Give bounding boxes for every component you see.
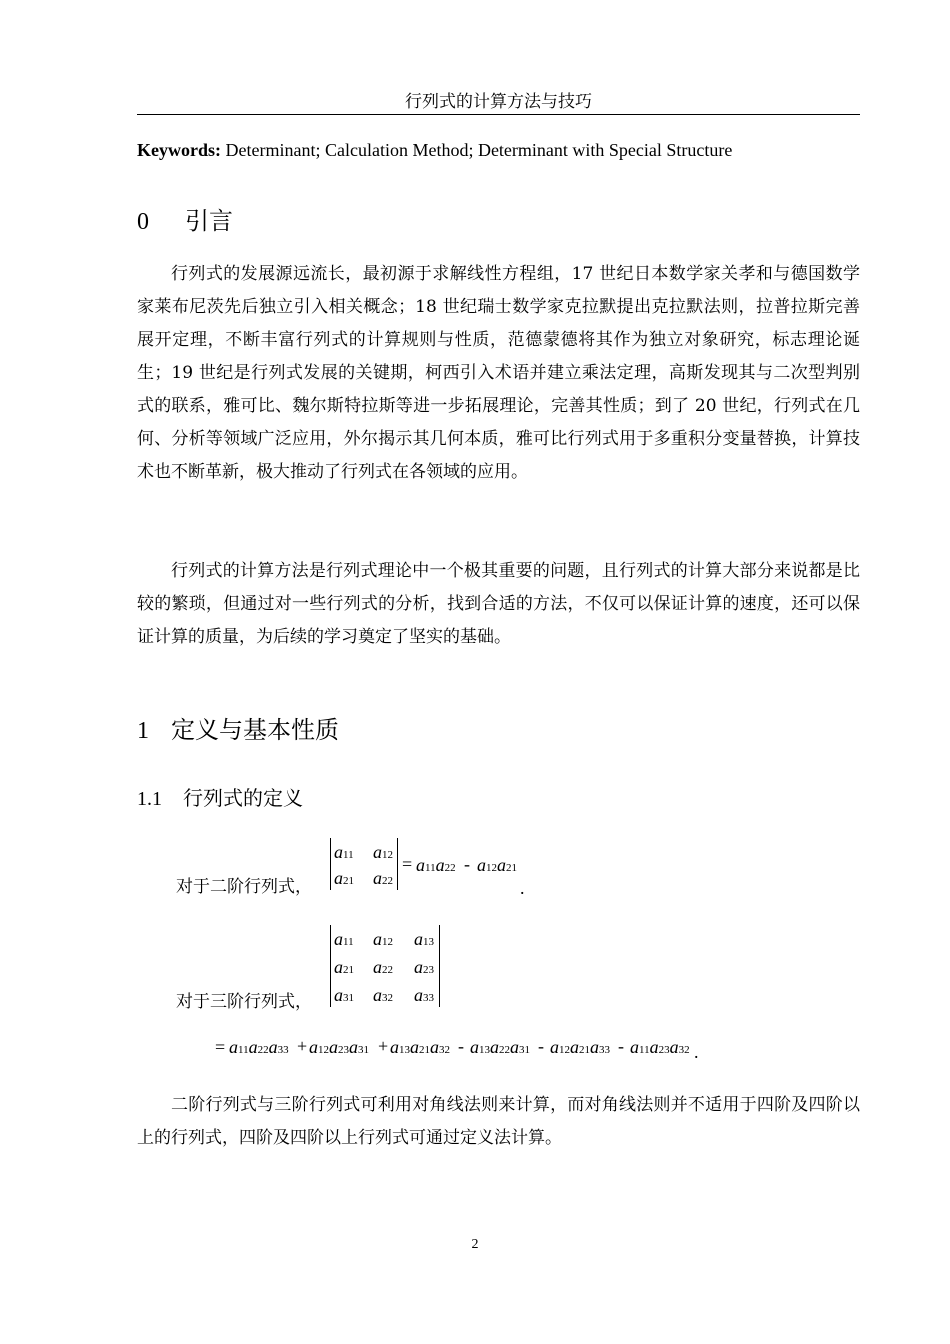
entry-a12: a12 [373, 842, 393, 862]
expansion-term: a11a23a32 [630, 1037, 690, 1057]
entry-a31: a31 [334, 985, 354, 1005]
determinant-bar-right [439, 925, 440, 1007]
header-rule [137, 114, 860, 115]
intro-paragraph-1: 行列式的发展源远流长，最初源于求解线性方程组，17 世纪日本数学家关孝和与德国数学家莱布尼茨先后独立引入相关概念；18 世纪瑞士数学家克拉默提出克拉默法则，拉普拉斯完善展开定理，不断丰富行列式的计算规则与性质，范德蒙德将其作为独立对象研究，标志理论诞生；19 世纪是行列式发展的关键期，柯西引入术语并建立乘法定理，高斯发现其与二次型判别式的联系，雅可比、魏尔斯特拉斯等进一步拓展理论，完善其性质；到了 20 世纪，行列式在几何、分析等领域广泛应用，外尔揭示其几何本质，雅可比行列式用于多重积分变量替换，计算技术也不断革新，极大推动了行列式在各领域的应用。 [137, 264, 860, 482]
entry-a11: a11 [334, 929, 354, 949]
keywords-line [137, 139, 860, 161]
entry-a32: a32 [373, 985, 393, 1005]
term-a12-a21: a12a21 [477, 855, 517, 875]
section-0-title: 引言 [185, 207, 233, 235]
section-0-heading [137, 207, 233, 236]
term-a11-a22: a11a22 [416, 855, 456, 875]
equals-sign: = [402, 854, 413, 874]
entry-a22: a22 [373, 868, 393, 888]
expansion-term: a13a22a31 [470, 1037, 530, 1057]
section-1-heading [137, 716, 339, 745]
entry-a22: a22 [373, 957, 393, 977]
section-1-title: 定义与基本性质 [171, 716, 339, 744]
entry-a11: a11 [334, 842, 354, 862]
plus-sign: + [297, 1036, 308, 1056]
minus-sign: - [538, 1036, 544, 1056]
expansion-term: a13a21a32 [390, 1037, 450, 1057]
diagonal-rule-paragraph: 二阶行列式与三阶行列式可利用对角线法则来计算，而对角线法则并不适用于四阶及四阶以上的行列式，四阶及四阶以上行列式可通过定义法计算。 [137, 1095, 860, 1148]
subsection-1-1-number: 1.1 [137, 788, 162, 810]
determinant-bar-left [330, 925, 331, 1007]
expansion-term: a12a23a31 [309, 1037, 369, 1057]
section-1-number: 1 [137, 718, 149, 744]
entry-a23: a23 [414, 957, 434, 977]
entry-a33: a33 [414, 985, 434, 1005]
entry-a12: a12 [373, 929, 393, 949]
period: . [694, 1042, 699, 1062]
entry-a21: a21 [334, 868, 354, 888]
minus-sign: - [458, 1036, 464, 1056]
minus-sign: - [464, 854, 470, 874]
intro-paragraph-2: 行列式的计算方法是行列式理论中一个极其重要的问题，且行列式的计算大部分来说都是比较的繁琐，但通过对一些行列式的分析，找到合适的方法，不仅可以保证计算的速度，还可以保证计算的质量，为后续的学习奠定了坚实的基础。 [137, 561, 860, 647]
third-order-label: 对于三阶行列式， [176, 992, 312, 1012]
running-header-title: 行列式的计算方法与技巧 [405, 92, 592, 112]
plus-sign: + [378, 1036, 389, 1056]
entry-a21: a21 [334, 957, 354, 977]
section-0-number: 0 [137, 209, 149, 235]
determinant-bar-right [397, 838, 398, 890]
entry-a13: a13 [414, 929, 434, 949]
expansion-term: a12a21a33 [550, 1037, 610, 1057]
second-order-label: 对于二阶行列式， [176, 877, 312, 897]
period: . [520, 878, 525, 898]
determinant-bar-left [330, 838, 331, 890]
equals-sign: = [215, 1037, 226, 1057]
subsection-1-1-title: 行列式的定义 [183, 786, 303, 810]
minus-sign: - [618, 1036, 624, 1056]
subsection-1-1-heading [137, 786, 303, 811]
keywords-label: Keywords: [137, 140, 221, 160]
expansion-term: a11a22a33 [229, 1037, 289, 1057]
keywords-text: Determinant; Calculation Method; Determinant with Special Structure [225, 140, 733, 160]
page-number: 2 [471, 1237, 479, 1252]
